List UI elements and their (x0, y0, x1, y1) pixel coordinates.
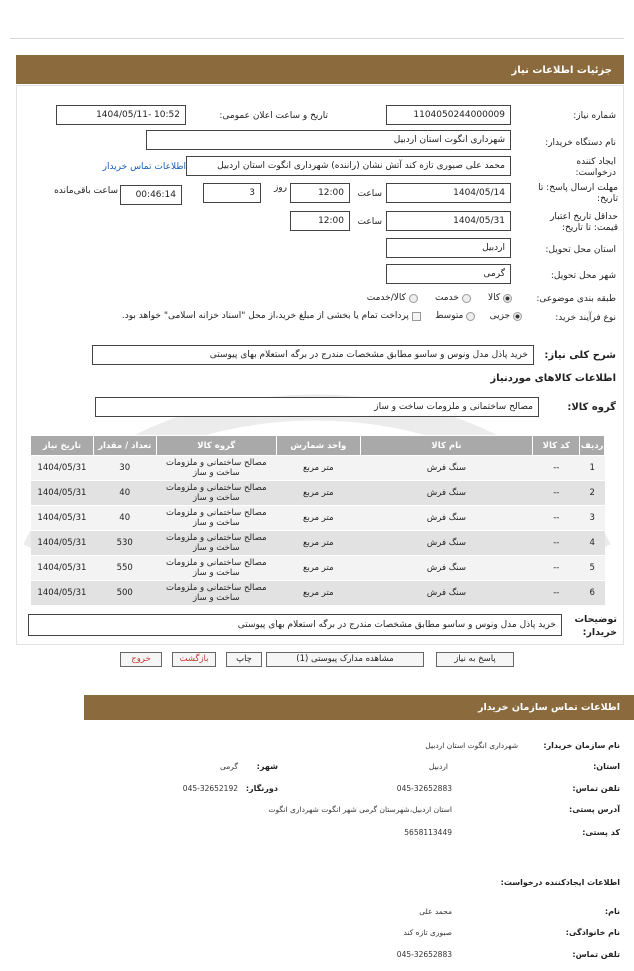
contact-province-label: استان: (593, 762, 620, 771)
table-cell: 40 (93, 481, 156, 506)
summary-field: خرید پاذل مدل ونوس و ساسو مطابق مشخصات مندرج در برگه استعلام بهای پیوستی (92, 345, 534, 365)
goods-group-field: مصالح ساختمانی و ملزومات ساخت و ساز (95, 397, 539, 417)
top-divider (10, 38, 624, 39)
creator-family-value: صبوری تازه کند (403, 928, 452, 937)
table-cell: سنگ فرش (360, 531, 533, 556)
table-cell: 5 (580, 556, 605, 581)
table-cell: 1404/05/31 (31, 556, 94, 581)
table-cell: -- (533, 506, 580, 531)
table-cell: سنگ فرش (360, 506, 533, 531)
table-cell: مصالح ساختمانی و ملزومات ساخت و ساز (156, 456, 276, 481)
table-cell: -- (533, 481, 580, 506)
table-row (31, 456, 605, 481)
contact-fax-label: دورنگار: (245, 784, 278, 793)
creator-info-heading: اطلاعات ایجادکننده درخواست: (500, 878, 620, 887)
validity-label-2: قیمت: تا تاریخ: (562, 223, 618, 233)
province-field: اردبیل (386, 238, 511, 258)
creator-label-2: درخواست: (575, 168, 616, 178)
contact-postal-label: کد پستی: (582, 828, 620, 837)
creator-name-label: نام: (604, 907, 620, 916)
table-row (31, 506, 605, 531)
reply-button[interactable]: پاسخ به نیاز (436, 652, 514, 667)
validity-label-1: حداقل تاریخ اعتبار (550, 212, 618, 222)
announce-field: 1404/05/11- 10:52 (56, 105, 186, 125)
contact-address-label: آدرس پستی: (569, 805, 620, 814)
table-cell: مصالح ساختمانی و ملزومات ساخت و ساز (156, 531, 276, 556)
deadline-label-1: مهلت ارسال پاسخ: تا (538, 183, 618, 193)
table-cell: متر مربع (276, 481, 360, 506)
need-number-label: شماره نیاز: (573, 111, 616, 121)
province-label: استان محل تحویل: (545, 245, 616, 255)
announce-label: تاریخ و ساعت اعلان عمومی: (219, 111, 328, 121)
table-row (31, 581, 605, 606)
deadline-label-2: تاریخ: (597, 194, 618, 204)
items-table (30, 435, 605, 606)
contact-phone-label: تلفن تماس: (572, 784, 620, 793)
treasury-note: پرداخت تمام یا بخشی از مبلغ خرید،از محل "اسناد خزانه اسلامی" خواهد بود. (121, 311, 409, 321)
goods-group-label: گروه کالا: (567, 402, 616, 413)
table-cell: -- (533, 531, 580, 556)
option-goods-service: کالا/خدمت (366, 293, 406, 303)
buyer-notes-field: خرید پاذل مدل ونوس و ساسو مطابق مشخصات مندرج در برگه استعلام بهای پیوستی (28, 614, 562, 636)
table-cell: 550 (93, 556, 156, 581)
table-cell: 1404/05/31 (31, 531, 94, 556)
category-radio-group (336, 293, 512, 304)
days-field: 3 (203, 183, 261, 203)
creator-name-value: محمد علی (419, 907, 452, 916)
contact-address-value: استان اردبیل،شهرستان گرمی شهر انگوت شهرداری انگوت (268, 805, 452, 814)
table-cell: سنگ فرش (360, 456, 533, 481)
category-label: طبقه بندی موضوعی: (536, 294, 616, 304)
buyer-org-field: شهرداری انگوت استان اردبیل (146, 130, 511, 150)
table-cell: 30 (93, 456, 156, 481)
contact-province-value: اردبیل (428, 762, 448, 771)
creator-phone-label: تلفن تماس: (572, 950, 620, 959)
contact-section-title: اطلاعات تماس سازمان خریدار (84, 695, 634, 720)
exit-button[interactable]: خروج (120, 652, 162, 667)
col-header: واحد شمارش (276, 436, 360, 456)
creator-family-label: نام خانوادگی: (565, 928, 620, 937)
col-header: تاریخ نیاز (31, 436, 94, 456)
table-cell: 6 (580, 581, 605, 606)
treasury-checkbox[interactable] (412, 312, 421, 321)
table-cell: مصالح ساختمانی و ملزومات ساخت و ساز (156, 481, 276, 506)
table-cell: 3 (580, 506, 605, 531)
deadline-date-field: 1404/05/14 (386, 183, 511, 203)
table-cell: مصالح ساختمانی و ملزومات ساخت و ساز (156, 556, 276, 581)
table-cell: 1404/05/31 (31, 581, 94, 606)
table-cell: مصالح ساختمانی و ملزومات ساخت و ساز (156, 581, 276, 606)
table-cell: سنگ فرش (360, 556, 533, 581)
table-cell: 530 (93, 531, 156, 556)
remaining-time-label: ساعت باقی‌مانده (54, 186, 118, 196)
col-header: تعداد / مقدار (93, 436, 156, 456)
deadline-time-label: ساعت (357, 189, 382, 199)
table-cell: 2 (580, 481, 605, 506)
col-header: نام کالا (360, 436, 533, 456)
buyer-contact-link[interactable]: اطلاعات تماس خریدار (102, 162, 186, 172)
validity-time-label: ساعت (357, 217, 382, 227)
radio-medium[interactable] (466, 312, 475, 321)
table-cell: 1404/05/31 (31, 506, 94, 531)
table-cell: -- (533, 556, 580, 581)
buyer-org-label: نام دستگاه خریدار: (545, 138, 616, 148)
radio-goods[interactable] (503, 294, 512, 303)
table-row (31, 481, 605, 506)
city-label: شهر محل تحویل: (550, 271, 616, 281)
option-medium: متوسط (435, 311, 464, 321)
creator-phone-value: 045-32652883 (396, 950, 452, 959)
table-cell: متر مربع (276, 506, 360, 531)
buyer-notes-label-1: توضیحات (574, 614, 617, 625)
option-service: خدمت (434, 293, 459, 303)
table-cell: متر مربع (276, 531, 360, 556)
contact-city-label: شهر: (256, 762, 278, 771)
radio-minor[interactable] (513, 312, 522, 321)
creator-label-1: ایجاد کننده (576, 157, 616, 167)
remaining-time-field: 00:46:14 (120, 185, 182, 205)
table-cell: متر مربع (276, 456, 360, 481)
process-radio-group (52, 311, 522, 322)
table-cell: سنگ فرش (360, 581, 533, 606)
table-cell: 1404/05/31 (31, 481, 94, 506)
deadline-time-field: 12:00 (290, 183, 350, 203)
contact-org-label: نام سازمان خریدار: (543, 741, 620, 750)
contact-fax-value: 045-32652192 (182, 784, 238, 793)
table-row (31, 556, 605, 581)
table-cell: 4 (580, 531, 605, 556)
table-row (31, 531, 605, 556)
back-button[interactable]: بازگشت (172, 652, 216, 667)
contact-postal-value: 5658113449 (404, 828, 452, 837)
table-cell: 40 (93, 506, 156, 531)
page-title: جزئیات اطلاعات نیاز (16, 55, 624, 84)
table-cell: 1404/05/31 (31, 456, 94, 481)
table-cell: مصالح ساختمانی و ملزومات ساخت و ساز (156, 506, 276, 531)
contact-phone-value: 045-32652883 (396, 784, 452, 793)
option-goods: کالا (487, 293, 501, 303)
col-header: گروه کالا (156, 436, 276, 456)
table-cell: متر مربع (276, 556, 360, 581)
table-cell: 500 (93, 581, 156, 606)
summary-label: شرح کلی نیاز: (544, 350, 616, 361)
goods-heading: اطلاعات کالاهای موردنیاز (490, 373, 616, 384)
contact-city-value: گرمی (220, 762, 238, 771)
radio-service[interactable] (462, 294, 471, 303)
process-label: نوع فرآیند خرید: (555, 313, 616, 323)
table-cell: سنگ فرش (360, 481, 533, 506)
option-minor: جزیی (489, 311, 511, 321)
print-button[interactable]: چاپ (226, 652, 262, 667)
city-field: گرمی (386, 264, 511, 284)
table-header-row (31, 436, 605, 456)
validity-time-field: 12:00 (290, 211, 350, 231)
buyer-notes-label-2: خریدار: (582, 627, 617, 638)
contact-org-value: شهرداری انگوت استان اردبیل (425, 741, 518, 750)
table-cell: متر مربع (276, 581, 360, 606)
col-header: ردیف (580, 436, 605, 456)
table-cell: -- (533, 581, 580, 606)
validity-date-field: 1404/05/31 (386, 211, 511, 231)
table-cell: 1 (580, 456, 605, 481)
creator-field: محمد علی صبوری تازه کند آتش نشان (راننده) شهرداری انگوت استان اردبیل (186, 156, 511, 176)
need-number-field: 1104050244000009 (386, 105, 511, 125)
days-label: روز (273, 183, 287, 193)
view-attachments-button[interactable]: مشاهده مدارک پیوستی (1) (266, 652, 424, 667)
table-cell: -- (533, 456, 580, 481)
col-header: کد کالا (533, 436, 580, 456)
radio-goods-service[interactable] (409, 294, 418, 303)
